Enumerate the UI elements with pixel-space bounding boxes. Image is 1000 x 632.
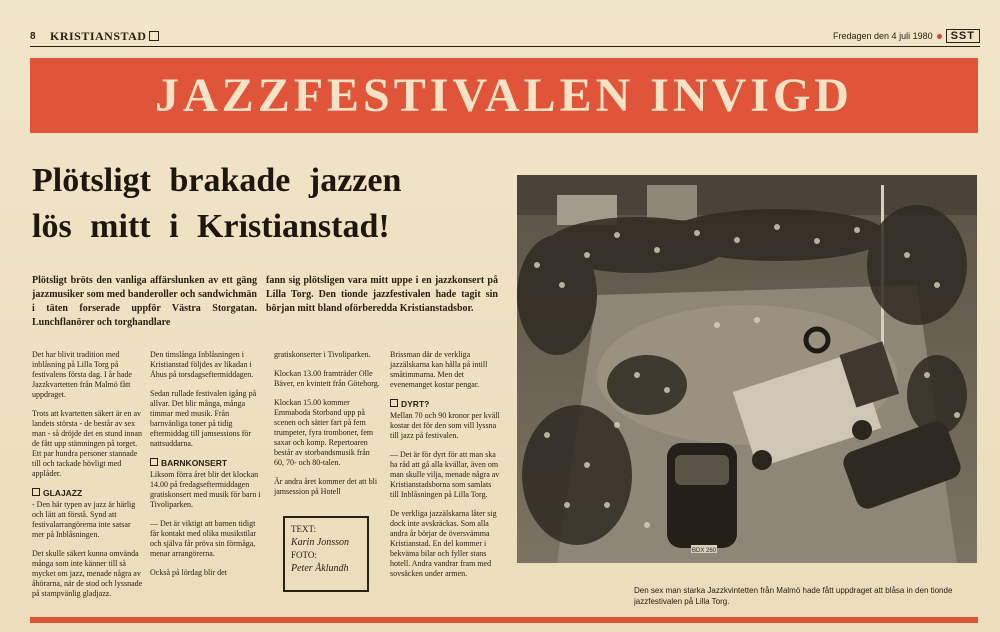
headline: [32, 158, 502, 250]
photographer-name: Peter Åklundh: [291, 563, 349, 574]
section-name: KRISTIANSTAD: [50, 29, 159, 44]
paragraph: Trots att kvartetten säkert är en av landets största - de består av sex man - så dröjde det en stund innan de fått upp stämningen på torget. Ett par hundra personer stannade till och tackade hövligt med applåder.: [32, 409, 142, 478]
header-rule: [30, 46, 980, 47]
page-header: [30, 26, 980, 46]
paragraph: Liksom förra året blir det klockan 14.00 på fredagseftermiddagen gratiskonsert med musik för barn i Tivoliparken.: [150, 470, 261, 509]
byline-box: [283, 516, 369, 592]
paragraph: Klockan 15.00 kommer Emmaboda Storband upp på scenen och sätter fart på fem trumpeter, fyra tromboner, fem saxar och komp. Repertoaren består av storbandsmusik från 60, 70- och 80-talen.: [274, 398, 374, 467]
paragraph: De verkliga jazzälskarna låter sig dock inte avskräckas. Som alla andra år börjar de översvämma Kristianstad. En del kommer i bekväma bilar och fyller stans hotell. Andra vandrar fram med sovsäcken under armen.: [390, 509, 497, 578]
crowd-photo: [517, 175, 977, 563]
paragraph: - Den här typen av jazz är härlig och lätt att förstå. Synd att festivalarrangörerna inte satsar mer på Inblåsningen.: [32, 500, 136, 539]
text-label: TEXT:: [291, 524, 317, 534]
license-plate: BDX 260: [691, 548, 717, 554]
square-icon: [32, 488, 40, 496]
square-icon: [149, 31, 159, 41]
subheading: DYRT?: [390, 399, 500, 409]
page-number: 8: [30, 30, 36, 42]
photo-label: FOTO:: [291, 550, 317, 560]
article-column-3: [274, 350, 380, 506]
banner-title: JAZZFESTIVALEN INVIGD: [155, 69, 853, 122]
paragraph: — Det är för dyrt för att man ska ha råd att gå alla kvällar, även om man skulle vilja, menade några av Kristianstadsborna som samlats till Inblåsningen på Lilla Torg.: [390, 450, 500, 499]
square-icon: [150, 458, 158, 466]
subheading: GLAJAZZ: [32, 488, 144, 498]
square-icon: [390, 399, 398, 407]
lead-paragraph-1: Plötsligt bröts den vanliga affärslunken av ett gäng jazzmusiker som med banderoller och sandwichmän i täten forserade uppför Västra Storgatan. Lunchflanörer och torghandlare: [32, 275, 257, 328]
paragraph: gratiskonserter i Tivoliparken.: [274, 350, 371, 359]
paragraph: Klockan 13.00 framträder Olle Bäver, en kvintett från Göteborg.: [274, 369, 380, 388]
banner: [30, 58, 978, 133]
headline-line-2: lös mitt i Kristianstad!: [32, 208, 390, 245]
photo-caption: Den sex man starka Jazzkvintetten från Malmö hade fått uppdraget att blåsa in den tionde jazzfestivalen på Lilla Torg.: [634, 586, 953, 606]
dateline: [833, 29, 980, 43]
car: [667, 443, 737, 554]
article-column-2: [150, 350, 262, 587]
paragraph: — Det är viktigt att barnen tidigt får kontakt med olika musikstilar och själva får pröva sin förmåga, menar arrangörerna.: [150, 519, 257, 558]
author-name: Karin Jonsson: [291, 537, 350, 548]
paragraph: Är andra året kommer det att bli jamsession på Hotell: [274, 477, 378, 496]
headline-line-1: Plötsligt brakade jazzen: [32, 162, 402, 199]
paragraph: Också på lördag blir det: [150, 568, 227, 577]
subheading: BARNKONSERT: [150, 458, 262, 468]
issue-date: Fredagen den 4 juli 1980: [833, 31, 933, 41]
bottom-rule: [30, 617, 978, 623]
lead-paragraph-2: fann sig plötsligen vara mitt uppe i en jazzkonsert på Lilla Torg. Den tionde jazzfestivalen hade tagit sin början mitt bland oförberedda Kristianstadsbor.: [266, 275, 498, 314]
photo-illustration: [517, 175, 977, 563]
paragraph: Den timslånga Inblåsningen i Kristianstad följdes av likadan i Åhus på torsdagseftermiddagen.: [150, 350, 254, 379]
paragraph: Sedan rullade festivalen igång på allvar. Det blir många, många timmar med musik. Från barnvänliga toner på tidig eftermiddag till jamsessions för nattsuddarna.: [150, 389, 257, 448]
article-column-4: [390, 350, 500, 588]
paragraph: Mellan 70 och 90 kronor per kväll kostar det för den som vill lyssna till jazz på festivalen.: [390, 411, 500, 440]
newspaper-logo: SST: [946, 29, 980, 43]
paragraph: Brissman där de verkliga jazzälskarna kan hålla på intill småtimmarna. Men det evenemanget kostar pengar.: [390, 350, 488, 389]
paragraph: Det skulle säkert kunna omvända många som inte känner till så mycket om jazz, menade några av åhörarna, när de stod och lyssnade på stampvänlig gladjazz.: [32, 549, 143, 598]
paragraph: Det har blivit tradition med inblåsning på Lilla Torg på festivalens första dag. I år hade Jazzkvartetten från Malmö fått uppdraget.: [32, 350, 132, 399]
article-column-1: [32, 350, 144, 608]
bullet-icon: [937, 34, 942, 39]
